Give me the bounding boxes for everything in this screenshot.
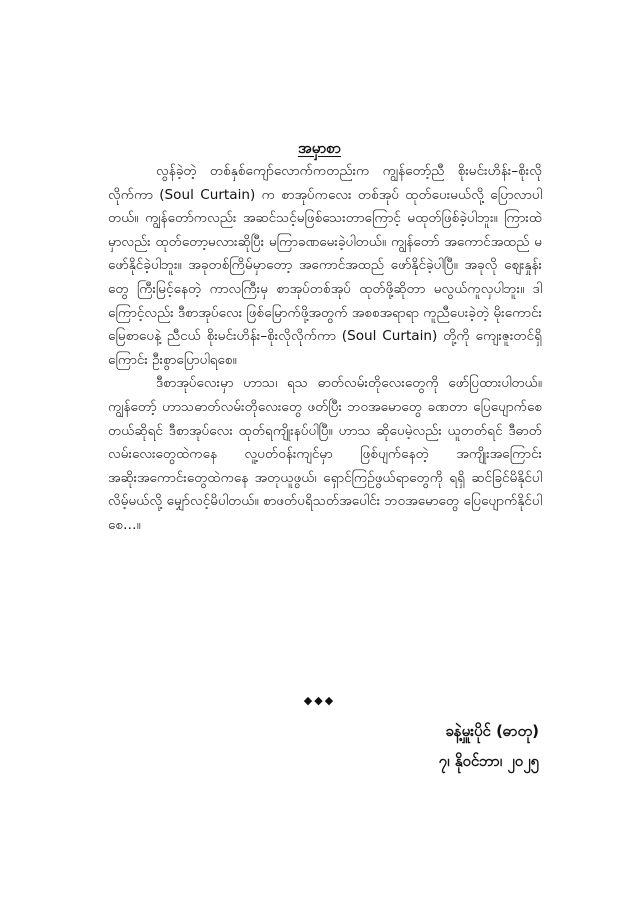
- body-text: [108, 160, 542, 538]
- paragraph-2: ဒီစာအုပ်လေးမှာ ဟာသ၊ ရသ ဓာတ်လမ်းတိုလေးတွေကို ဖော်ပြထားပါတယ်။ ကျွန်တော့် ဟာသဓာတ်လမ်းတိုလေးတွေ ဖတ်ပြီး ဘဝအမောတွေ ခဏတာ ပြေပျောက်စေတယ်ဆိုရင် ဒီစာအုပ်လေး ထုတ်ရကျိုးနပ်ပါပြီ။ ဟာသ ဆိုပေမဲ့လည်း ယူတတ်ရင် ဒီဓာတ်လမ်းလေးတွေထဲကနေ လူ့ပတ်ဝန်းကျင်မှာ ဖြစ်ပျက်နေတဲ့ အကျိုးအကြောင်း အဆိုးအကောင်းတွေထဲကနေ အတုယူဖွယ်၊ ရှောင်ကြဉ်ဖွယ်ရာတွေကို ရရှိ ဆင်ခြင်မိနိုင်ပါလိမ့်မယ်လို့ မျှော်လင့်မိပါတယ်။ စာဖတ်ပရိသတ်အပေါင်း ဘဝအမောတွေ ပြေပျောက်နိုင်ပါစေ…။: [108, 375, 542, 533]
- signature-block: [439, 716, 539, 776]
- section-separator: ◆◆◆: [303, 694, 336, 707]
- heading-text: အမှာစာ: [297, 139, 342, 157]
- paragraph-1: လွန်ခဲ့တဲ့ တစ်နှစ်ကျော်လောက်ကတည်းက ကျွန်တော့်ညီ စိုးမင်းဟိန်း–စိုးလိုလိုက်ကာ (Soul Curtain) က စာအုပ်ကလေး တစ်အုပ် ထုတ်ပေးမယ်လို့ ပြောလာပါတယ်။ ကျွန်တော်ကလည်း အဆင်သင့်မဖြစ်သေးတာကြောင့် မထုတ်ဖြစ်ခဲ့ပါဘူး။ ကြားထဲမှာလည်း ထုတ်တော့မလားဆိုပြီး မကြာခဏမေးခဲ့ပါတယ်။ ကျွန်တော် အကောင်အထည် မဖော်နိုင်ခဲ့ပါဘူး။ အခုတစ်ကြိမ်မှာတော့ အကောင်အထည် ဖော်နိုင်ခဲ့ပါပြီ။ အခုလို ဈေးနှုန်းတွေ ကြီးမြင့်နေတဲ့ ကာလကြီးမှ စာအုပ်တစ်အုပ် ထုတ်ဖို့ဆိုတာ မလွယ်ကူလှပါဘူး။ ဒါကြောင့်လည်း ဒီစာအုပ်လေး ဖြစ်မြောက်ဖို့အတွက် အစစအရာရာ ကူညီပေးခဲ့တဲ့ မိုးကောင်းမြေစာပေနဲ့ ညီငယ် စိုးမင်းဟိန်း–စိုးလိုလိုက်ကာ (Soul Curtain) တို့ကို ကျေးဇူးတင်ရှိကြောင်း ဦးစွာပြောပါရစေ။: [108, 163, 542, 368]
- author-name: ခနဲ့မှူးပိုင် (ဓာတု): [445, 722, 539, 740]
- page-heading: [0, 138, 639, 158]
- signature-date: ၇၊ နိုဝင်ဘာ၊ ၂၀၂၅: [438, 752, 539, 770]
